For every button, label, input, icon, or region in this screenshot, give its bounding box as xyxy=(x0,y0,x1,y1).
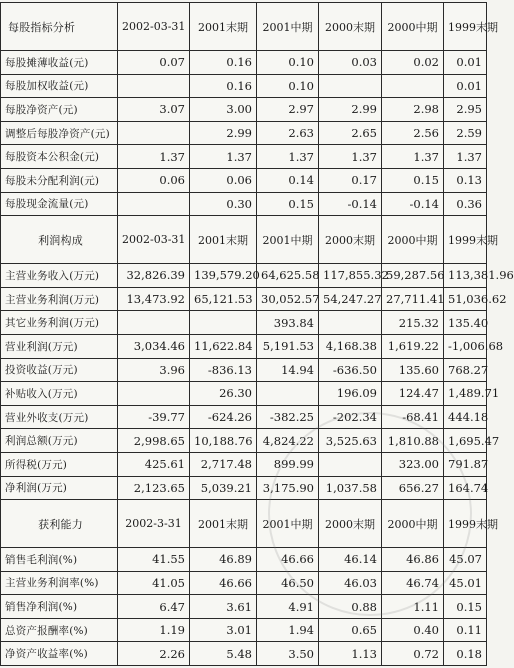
period-header: 2002-03-31 xyxy=(118,3,190,51)
row-label: 净利润(万元) xyxy=(1,476,118,500)
section-header-row xyxy=(1,216,487,264)
row-label: 销售净利润(%) xyxy=(1,595,118,619)
table-cell: 3.07 xyxy=(118,98,190,122)
row-label: 主营业务收入(万元) xyxy=(1,264,118,288)
table-cell: 2.99 xyxy=(319,98,382,122)
table-row xyxy=(1,382,487,406)
table-cell: 3.00 xyxy=(190,98,257,122)
table-cell: 54,247.27 xyxy=(319,287,382,311)
table-cell: 46.50 xyxy=(257,571,319,595)
table-row xyxy=(1,548,487,572)
table-cell: 768.27 xyxy=(444,358,487,382)
row-label: 总资产报酬率(%) xyxy=(1,618,118,642)
table-cell: -1,006.68 xyxy=(444,334,487,358)
table-cell: 0.88 xyxy=(319,595,382,619)
row-label: 净资产收益率(%) xyxy=(1,642,118,666)
period-header: 2002-3-31 xyxy=(118,500,190,548)
period-header: 1999末期 xyxy=(444,3,487,51)
table-cell: -39.77 xyxy=(118,405,190,429)
period-header: 1999末期 xyxy=(444,500,487,548)
table-cell: -202.34 xyxy=(319,405,382,429)
row-label: 主营业务利润(万元) xyxy=(1,287,118,311)
table-cell: 0.14 xyxy=(257,168,319,192)
row-label: 其它业务利润(万元) xyxy=(1,311,118,335)
table-row xyxy=(1,51,487,75)
table-cell: 2.99 xyxy=(190,121,257,145)
period-header: 2002-03-31 xyxy=(118,216,190,264)
table-cell: 41.55 xyxy=(118,548,190,572)
table-cell: 0.02 xyxy=(382,51,444,75)
row-label: 每股加权收益(元) xyxy=(1,74,118,98)
section-title: 获利能力 xyxy=(1,500,118,548)
table-cell: 1.37 xyxy=(190,145,257,169)
table-row xyxy=(1,121,487,145)
period-header: 2001末期 xyxy=(190,500,257,548)
period-header: 2000中期 xyxy=(382,3,444,51)
period-header: 2000中期 xyxy=(382,216,444,264)
row-label: 投资收益(万元) xyxy=(1,358,118,382)
table-cell: 1,489.71 xyxy=(444,382,487,406)
table-cell: 46.74 xyxy=(382,571,444,595)
table-cell: 3.61 xyxy=(190,595,257,619)
table-cell: 0.40 xyxy=(382,618,444,642)
table-cell: 14.94 xyxy=(257,358,319,382)
table-cell: 1.37 xyxy=(257,145,319,169)
table-cell: 164.74 xyxy=(444,476,487,500)
section-title: 利润构成 xyxy=(1,216,118,264)
table-row xyxy=(1,618,487,642)
table-cell: 46.14 xyxy=(319,548,382,572)
table-cell: 2.56 xyxy=(382,121,444,145)
table-cell: 3.96 xyxy=(118,358,190,382)
table-cell: 0.36 xyxy=(444,192,487,216)
table-cell: 3,525.63 xyxy=(319,429,382,453)
table-cell: 0.01 xyxy=(444,74,487,98)
table-cell: 1.19 xyxy=(118,618,190,642)
table-cell: 139,579.20 xyxy=(190,264,257,288)
row-label: 每股未分配利润(元) xyxy=(1,168,118,192)
table-cell: 0.06 xyxy=(118,168,190,192)
table-cell xyxy=(319,452,382,476)
table-cell: -836.13 xyxy=(190,358,257,382)
table-cell: 46.66 xyxy=(257,548,319,572)
row-label: 补贴收入(万元) xyxy=(1,382,118,406)
table-cell: 0.10 xyxy=(257,74,319,98)
table-cell: 899.99 xyxy=(257,452,319,476)
table-cell: 5,039.21 xyxy=(190,476,257,500)
table-cell xyxy=(118,74,190,98)
table-cell: 3,175.90 xyxy=(257,476,319,500)
table-cell: 0.01 xyxy=(444,51,487,75)
table-cell: 0.30 xyxy=(190,192,257,216)
period-header: 1999末期 xyxy=(444,216,487,264)
table-row xyxy=(1,642,487,666)
table-cell: -0.14 xyxy=(319,192,382,216)
period-header: 2000中期 xyxy=(382,500,444,548)
table-cell: 425.61 xyxy=(118,452,190,476)
table-cell: 32,826.39 xyxy=(118,264,190,288)
table-cell: 2.26 xyxy=(118,642,190,666)
section-header-row xyxy=(1,500,487,548)
row-label: 每股净资产(元) xyxy=(1,98,118,122)
table-row xyxy=(1,476,487,500)
row-label: 每股摊薄收益(元) xyxy=(1,51,118,75)
table-cell: 2.59 xyxy=(444,121,487,145)
table-cell: 0.17 xyxy=(319,168,382,192)
table-cell: 124.47 xyxy=(382,382,444,406)
row-label: 营业利润(万元) xyxy=(1,334,118,358)
table-cell: 1,695.47 xyxy=(444,429,487,453)
table-cell: 1.94 xyxy=(257,618,319,642)
table-cell: 51,036.62 xyxy=(444,287,487,311)
table-cell: 0.15 xyxy=(257,192,319,216)
table-cell: 4.91 xyxy=(257,595,319,619)
table-cell: 5.48 xyxy=(190,642,257,666)
table-row xyxy=(1,168,487,192)
table-row xyxy=(1,595,487,619)
table-cell: 0.16 xyxy=(190,74,257,98)
table-cell: -68.41 xyxy=(382,405,444,429)
table-cell: 0.65 xyxy=(319,618,382,642)
table-cell: 196.09 xyxy=(319,382,382,406)
table-cell: 46.66 xyxy=(190,571,257,595)
table-cell: 1.37 xyxy=(444,145,487,169)
table-cell: 0.16 xyxy=(190,51,257,75)
table-cell: 3.50 xyxy=(257,642,319,666)
period-header: 2001中期 xyxy=(257,500,319,548)
table-row xyxy=(1,571,487,595)
table-row xyxy=(1,98,487,122)
table-cell: 13,473.92 xyxy=(118,287,190,311)
table-row xyxy=(1,192,487,216)
period-header: 2000末期 xyxy=(319,216,382,264)
table-cell: 64,625.58 xyxy=(257,264,319,288)
section-title: 每股指标分析 xyxy=(1,3,118,51)
table-cell: 45.07 xyxy=(444,548,487,572)
table-cell: 46.89 xyxy=(190,548,257,572)
table-cell: 30,052.57 xyxy=(257,287,319,311)
table-cell: 26.30 xyxy=(190,382,257,406)
table-cell xyxy=(319,311,382,335)
table-cell: 46.86 xyxy=(382,548,444,572)
table-cell: 135.40 xyxy=(444,311,487,335)
table-cell xyxy=(382,74,444,98)
table-cell xyxy=(257,382,319,406)
table-cell: 2,717.48 xyxy=(190,452,257,476)
table-cell xyxy=(118,192,190,216)
table-cell: 4,168.38 xyxy=(319,334,382,358)
table-cell: -636.50 xyxy=(319,358,382,382)
table-cell: 1,810.88 xyxy=(382,429,444,453)
table-cell: 41.05 xyxy=(118,571,190,595)
period-header: 2001末期 xyxy=(190,3,257,51)
table-cell: 3.01 xyxy=(190,618,257,642)
table-cell: 1.11 xyxy=(382,595,444,619)
table-row xyxy=(1,311,487,335)
table-row xyxy=(1,264,487,288)
table-cell: 27,711.41 xyxy=(382,287,444,311)
table-cell: 113,381.96 xyxy=(444,264,487,288)
table-row xyxy=(1,287,487,311)
table-cell: 1.13 xyxy=(319,642,382,666)
table-cell: -382.25 xyxy=(257,405,319,429)
table-cell xyxy=(118,311,190,335)
table-cell: 117,855.32 xyxy=(319,264,382,288)
table-cell: 2,998.65 xyxy=(118,429,190,453)
financial-sheet xyxy=(0,2,514,666)
table-cell: 0.03 xyxy=(319,51,382,75)
table-cell xyxy=(190,311,257,335)
section-header-row xyxy=(1,3,487,51)
row-label: 调整后每股净资产(元) xyxy=(1,121,118,145)
row-label: 每股资本公积金(元) xyxy=(1,145,118,169)
table-cell: 1,619.22 xyxy=(382,334,444,358)
row-label: 每股现金流量(元) xyxy=(1,192,118,216)
table-cell: 2.98 xyxy=(382,98,444,122)
table-cell: 0.72 xyxy=(382,642,444,666)
table-cell: 791.87 xyxy=(444,452,487,476)
table-cell: 135.60 xyxy=(382,358,444,382)
table-cell: 656.27 xyxy=(382,476,444,500)
table-row xyxy=(1,405,487,429)
table-row xyxy=(1,452,487,476)
table-cell: 0.15 xyxy=(382,168,444,192)
table-cell: 393.84 xyxy=(257,311,319,335)
table-cell: 59,287.56 xyxy=(382,264,444,288)
table-cell: 6.47 xyxy=(118,595,190,619)
table-cell: 2,123.65 xyxy=(118,476,190,500)
table-cell: -624.26 xyxy=(190,405,257,429)
table-cell: 0.10 xyxy=(257,51,319,75)
table-cell: 4,824.22 xyxy=(257,429,319,453)
table-cell: 0.07 xyxy=(118,51,190,75)
table-cell: 1.37 xyxy=(118,145,190,169)
table-cell: 1.37 xyxy=(319,145,382,169)
period-header: 2001中期 xyxy=(257,216,319,264)
row-label: 主营业务利润率(%) xyxy=(1,571,118,595)
table-cell: 2.65 xyxy=(319,121,382,145)
table-cell: 2.95 xyxy=(444,98,487,122)
period-header: 2000末期 xyxy=(319,500,382,548)
period-header: 2000末期 xyxy=(319,3,382,51)
table-row xyxy=(1,74,487,98)
table-cell: 1,037.58 xyxy=(319,476,382,500)
row-label: 营业外收支(万元) xyxy=(1,405,118,429)
row-label: 所得税(万元) xyxy=(1,452,118,476)
table-cell: 5,191.53 xyxy=(257,334,319,358)
table-row xyxy=(1,358,487,382)
table-row xyxy=(1,334,487,358)
row-label: 销售毛利润(%) xyxy=(1,548,118,572)
table-cell: -0.14 xyxy=(382,192,444,216)
table-cell: 1.37 xyxy=(382,145,444,169)
financial-table xyxy=(0,2,514,666)
table-cell: 45.01 xyxy=(444,571,487,595)
period-header: 2001末期 xyxy=(190,216,257,264)
table-cell xyxy=(118,382,190,406)
table-cell: 0.11 xyxy=(444,618,487,642)
table-cell: 0.06 xyxy=(190,168,257,192)
row-label: 利润总额(万元) xyxy=(1,429,118,453)
table-cell: 46.03 xyxy=(319,571,382,595)
table-cell: 0.18 xyxy=(444,642,487,666)
table-cell: 3,034.46 xyxy=(118,334,190,358)
table-cell: 215.32 xyxy=(382,311,444,335)
table-row xyxy=(1,145,487,169)
table-cell: 2.97 xyxy=(257,98,319,122)
table-cell xyxy=(319,74,382,98)
table-cell: 444.18 xyxy=(444,405,487,429)
table-cell: 323.00 xyxy=(382,452,444,476)
table-cell: 0.13 xyxy=(444,168,487,192)
table-row xyxy=(1,429,487,453)
table-cell: 0.15 xyxy=(444,595,487,619)
table-cell: 10,188.76 xyxy=(190,429,257,453)
table-cell: 11,622.84 xyxy=(190,334,257,358)
period-header: 2001中期 xyxy=(257,3,319,51)
table-cell: 2.63 xyxy=(257,121,319,145)
table-cell xyxy=(118,121,190,145)
table-cell: 65,121.53 xyxy=(190,287,257,311)
